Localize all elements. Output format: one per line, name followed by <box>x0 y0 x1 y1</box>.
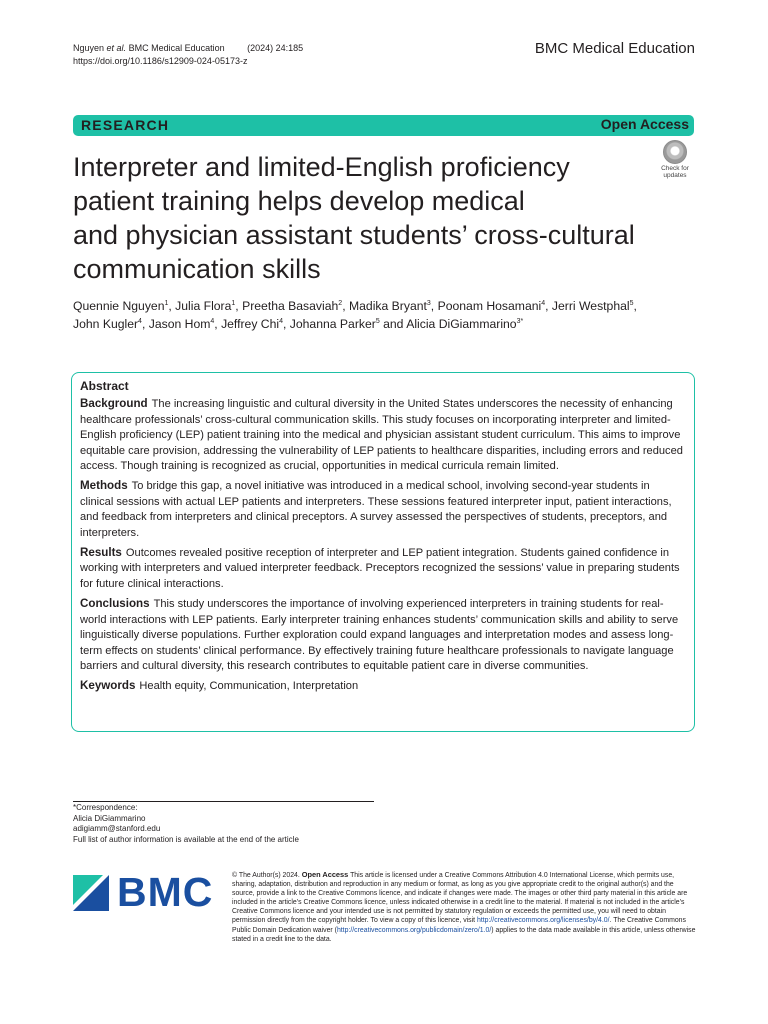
author[interactable]: Jeffrey Chi$^4$ <box>221 317 283 331</box>
conclusions-text: This study underscores the importance of involving experienced interpreters in training students for real-world interactions with LEP patients. Early interpreter training enhances students’ communication skills and ability to serve linguistically diverse populations. Further exploration could expand languages and interpretation modes and assess long-term effects on students’ clinical performance. By effectively training future healthcare professionals to navigate language barriers and cultural diversity, this research contributes to equitable patient care in diverse communities. <box>80 598 679 672</box>
author[interactable]: Alicia DiGiammarino$^{3*}$ <box>406 317 524 331</box>
journal-name: BMC Medical Education <box>534 40 695 57</box>
background-label: Background <box>80 397 148 411</box>
author[interactable]: Julia Flora$^1$ <box>175 299 236 313</box>
background-text: The increasing linguistic and cultural diversity in the United States underscores the necessity of enhancing healthcare professionals’ cross-cultural communication skills. This study focuses on incorporating interpreter and limited-English proficiency (LEP) patient training into the medical and physician assistant student curriculum. This aims to improve equitable care provision, addressing the vulnerability of LEP patients to healthcare disparities, including errors and reduced access. Though training is recognized as crucial, opportunities in medical curricula remain limited. <box>80 398 683 473</box>
author[interactable]: John Kugler$^4$ <box>73 317 142 331</box>
results-text: Outcomes revealed positive reception of interpreter and LEP patient integration. Students gained confidence in working with interpreters and valued interpreter feedback. Preceptors recognized the sessions’ value in preparing students for future clinical interactions. <box>80 547 680 590</box>
author[interactable]: Poonam Hosamani$^4$ <box>437 299 546 313</box>
correspondence-name: Alicia DiGiammarino <box>73 813 146 823</box>
abstract-box <box>71 372 695 732</box>
methods-label: Methods <box>80 479 128 493</box>
license-body-3: ) applies to the data made available in this article, unless otherwise stated in a credit line to the data. <box>232 926 696 943</box>
citation-journal: BMC Medical Education <box>128 43 225 53</box>
abstract-keywords <box>80 678 686 694</box>
methods-text: To bridge this gap, a novel initiative was introduced in a medical school, involving second-year students in clinical sessions with actual LEP patients and interpreters. These sessions featured interpreter input, patient interactions, and feedback from interpreters and clinical preceptors. A survey assessed the perspectives of students, preceptors, and interpreters. <box>80 480 672 539</box>
article-type-label: RESEARCH <box>81 117 170 133</box>
doi-link[interactable]: https://doi.org/10.1186/s12909-024-05173-z <box>73 56 248 66</box>
author[interactable]: Preetha Basaviah$^2$ <box>242 299 343 313</box>
author[interactable]: Quennie Nguyen$^1$ <box>73 299 169 313</box>
title-line: Interpreter and limited-English proficiency <box>73 152 570 182</box>
abstract-heading: Abstract <box>80 379 129 393</box>
abstract-background <box>80 396 686 474</box>
copyright: © The Author(s) 2024. <box>232 872 300 879</box>
correspondence-footnote <box>73 803 299 845</box>
author-info-note: Full list of author information is available at the end of the article <box>73 834 299 844</box>
correspondence-email[interactable]: adigiamm@stanford.edu <box>73 824 161 833</box>
abstract-results <box>80 545 686 592</box>
license-body-1: This article is licensed under a Creative Commons Attribution 4.0 International License, which permits use, sharing, adaptation, distribution and reproduction in any medium or format, as long as you give appropriate credit to the original author(s) and the source, provide a link to the Creative Commons licence, and indicate if changes were made. The images or other third party material in this article are included in the article’s Creative Commons licence, unless indicated otherwise in a credit line to the material. If material is not included in the article’s Creative Commons licence and your intended use is not permitted by statutory regulation or exceeds the permitted use, you will need to obtain permission directly from the copyright holder. To view a copy of this licence, visit <box>232 872 688 925</box>
citation-year-volume: (2024) 24:185 <box>247 43 304 53</box>
results-label: Results <box>80 546 122 560</box>
citation-etal: et al. <box>106 43 127 53</box>
title-line: and physician assistant students’ cross-cultural <box>73 220 635 250</box>
correspondence-label: *Correspondence: <box>73 803 138 812</box>
check-updates-label: Check for updates <box>661 165 689 179</box>
author-list: Quennie Nguyen$^1$, Julia Flora$^1$, Preetha Basaviah$^2$, Madika Bryant$^3$, Poonam Hosamani$^4$, Jerri Westphal$^5$, John Kugler$^4$, Jason Hom$^4$, Jeffrey Chi$^4$, Johanna Parker$^5$ and Alicia DiGiammarino$^{3*}$ <box>73 299 637 331</box>
running-header <box>73 42 303 68</box>
keywords-text: Health equity, Communication, Interpretation <box>139 680 359 693</box>
bmc-logo <box>73 869 214 915</box>
bmc-logo-mark-icon <box>73 875 109 911</box>
abstract-conclusions <box>80 596 686 674</box>
author[interactable]: Johanna Parker$^5$ <box>289 317 380 331</box>
citation-line <box>73 42 303 55</box>
keywords-label: Keywords <box>80 679 136 693</box>
section-banner <box>73 115 694 136</box>
bmc-logo-text: BMC <box>117 869 214 915</box>
conclusions-label: Conclusions <box>80 597 150 611</box>
license-open-access: Open Access <box>301 870 349 879</box>
article-title <box>73 150 663 286</box>
license-body-2: . The Creative Commons Public Domain Dedication waiver ( <box>232 917 686 934</box>
title-line: patient training helps develop medical <box>73 186 525 216</box>
title-line: communication skills <box>73 254 321 284</box>
license-text <box>232 870 697 944</box>
author[interactable]: Madika Bryant$^3$ <box>348 299 431 313</box>
check-updates-icon <box>663 140 687 164</box>
footnote-rule <box>73 801 374 802</box>
author[interactable]: Jerri Westphal$^5$ <box>551 299 634 313</box>
cc-zero-link[interactable]: http://creativecommons.org/publicdomain/zero/1.0/ <box>336 926 492 934</box>
abstract-methods <box>80 478 686 541</box>
cc-by-link[interactable]: http://creativecommons.org/licenses/by/4.0/ <box>476 917 610 925</box>
open-access-label: Open Access <box>600 116 689 132</box>
authors-and: and <box>383 317 404 331</box>
citation-authors: Nguyen <box>73 43 105 53</box>
author[interactable]: Jason Hom$^4$ <box>148 317 215 331</box>
